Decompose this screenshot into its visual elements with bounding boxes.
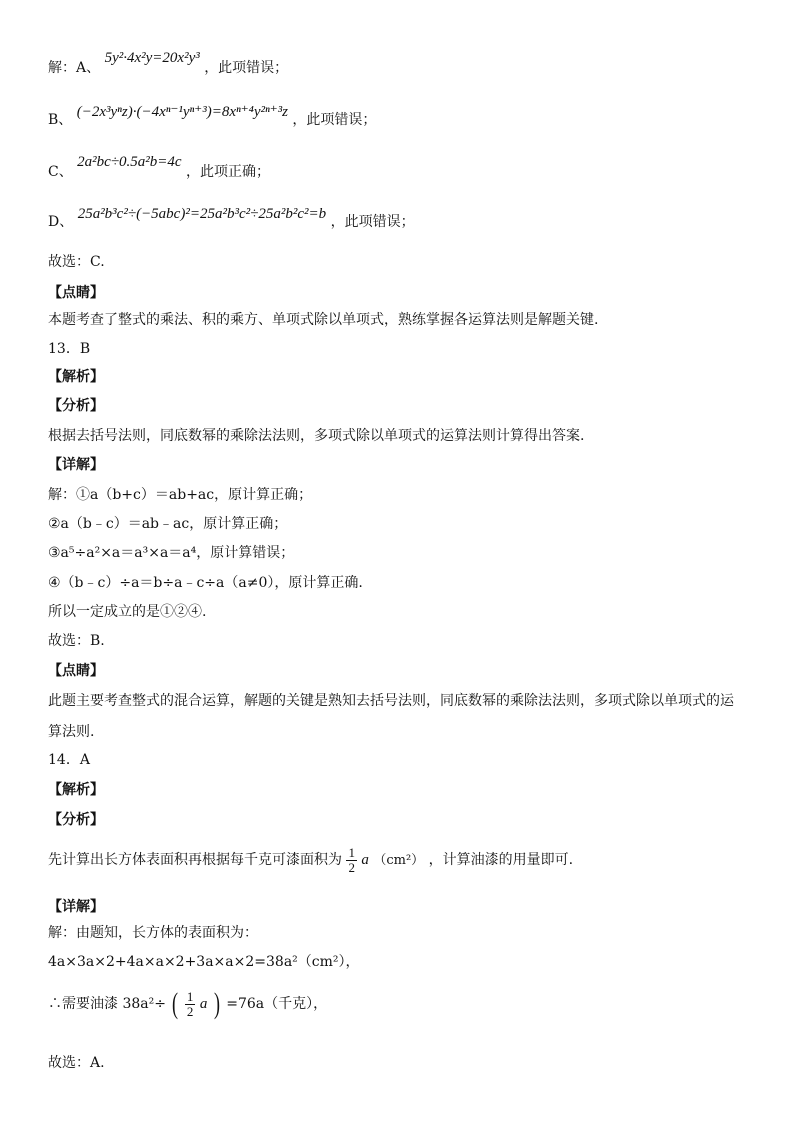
q12-dianjing-text: 本题考查了整式的乘法、积的乘方、单项式除以单项式，熟练掌握各运算法则是解题关键.: [48, 312, 599, 328]
fenxi-text-before: 先计算出长方体表面积再根据每千克可漆面积为: [48, 852, 342, 868]
q12-answer: 故选：C.: [48, 254, 105, 270]
option-c-verdict: ，此项正确；: [186, 164, 271, 180]
q14-step-1: 解：由题知，长方体的表面积为：: [48, 925, 258, 941]
q13-fenxi-label: 【分析】: [48, 398, 104, 414]
q13-conclusion: 所以一定成立的是①②④.: [48, 604, 207, 620]
q12-option-c: [48, 154, 271, 182]
q14-answer: 故选：A.: [48, 1055, 105, 1071]
q13-dianjing-line-2: 算法则.: [48, 724, 95, 740]
q14-step-3: [48, 982, 327, 1026]
half-fraction-2: [185, 990, 196, 1019]
q14-fenxi-text: [48, 842, 573, 879]
step3-after: =76a（千克），: [226, 996, 328, 1012]
q13-step-2: ②a（b﹣c）＝ab﹣ac，原计算正确；: [48, 516, 288, 532]
option-a-formula: 5y²·4x²y=20x²y³: [104, 50, 200, 66]
q13-jiexi-label: 【解析】: [48, 369, 104, 385]
q13-fenxi-text: 根据去括号法则，同底数幂的乘除法法则，多项式除以单项式的运算法则计算得出答案.: [48, 428, 585, 444]
left-paren: (: [172, 987, 179, 1020]
option-d-formula: 25a²b³c²÷(−5abc)²=25a²b³c²÷25a²b²c²=b: [77, 206, 327, 222]
q14-fenxi-label: 【分析】: [48, 812, 104, 828]
q12-option-d: [48, 206, 415, 232]
option-c-formula: 2a²bc÷0.5a²b=4c: [77, 154, 182, 170]
step3-before: ∴需要油漆 38a²÷: [48, 996, 166, 1012]
q12-option-a: [48, 50, 289, 78]
q12-dianjing-label: 【点睛】: [48, 285, 104, 301]
option-b-verdict: ，此项错误；: [292, 112, 377, 128]
q13-xiangjie-label: 【详解】: [48, 457, 104, 473]
right-paren: ): [213, 987, 220, 1020]
q13-step-4: ④（b﹣c）÷a＝b÷a﹣c÷a（a≠0），原计算正确.: [48, 575, 363, 591]
half-fraction: [346, 846, 357, 875]
q13-dianjing-line-1: 此题主要考查整式的混合运算，解题的关键是熟知去括号法则，同底数幂的乘除法法则，多项式除以单项式的运: [48, 693, 734, 709]
option-a-verdict: ，此项错误；: [204, 60, 289, 76]
option-b-formula: (−2x³yⁿz)·(−4xⁿ⁻¹yⁿ⁺³)=8xⁿ⁺⁴y²ⁿ⁺³z: [76, 104, 288, 120]
fraction-numerator: 1: [348, 844, 355, 860]
fraction-denominator: 2: [348, 859, 355, 875]
fraction-denominator-2: 2: [186, 1003, 194, 1019]
q14-step-2: 4a×3a×2+4a×a×2+3a×a×2=38a²（cm²），: [48, 954, 360, 970]
fenxi-variable: a: [361, 852, 369, 868]
q13-answer: 故选：B.: [48, 633, 105, 649]
fenxi-unit: （cm²）: [373, 853, 425, 868]
q12-option-b: [48, 104, 377, 130]
q13-step-3: ③a⁵÷a²×a＝a³×a＝a⁴，原计算错误；: [48, 545, 295, 561]
q13-step-1: 解：①a（b+c）＝ab+ac，原计算正确；: [48, 487, 313, 503]
fenxi-text-after: ，计算油漆的用量即可.: [428, 852, 574, 868]
q14-number: 14．A: [48, 752, 90, 768]
option-d-verdict: ，此项错误；: [330, 214, 415, 230]
q14-xiangjie-label: 【详解】: [48, 899, 104, 915]
q13-dianjing-label: 【点睛】: [48, 663, 104, 679]
q14-jiexi-label: 【解析】: [48, 782, 104, 798]
option-a-prefix: 解：A、: [48, 60, 101, 76]
option-d-prefix: D、: [48, 214, 74, 230]
fraction-numerator-2: 1: [186, 988, 194, 1004]
step3-variable: a: [199, 996, 208, 1012]
q13-number: 13．B: [48, 341, 91, 357]
option-c-prefix: C、: [48, 164, 73, 180]
option-b-prefix: B、: [48, 112, 73, 128]
